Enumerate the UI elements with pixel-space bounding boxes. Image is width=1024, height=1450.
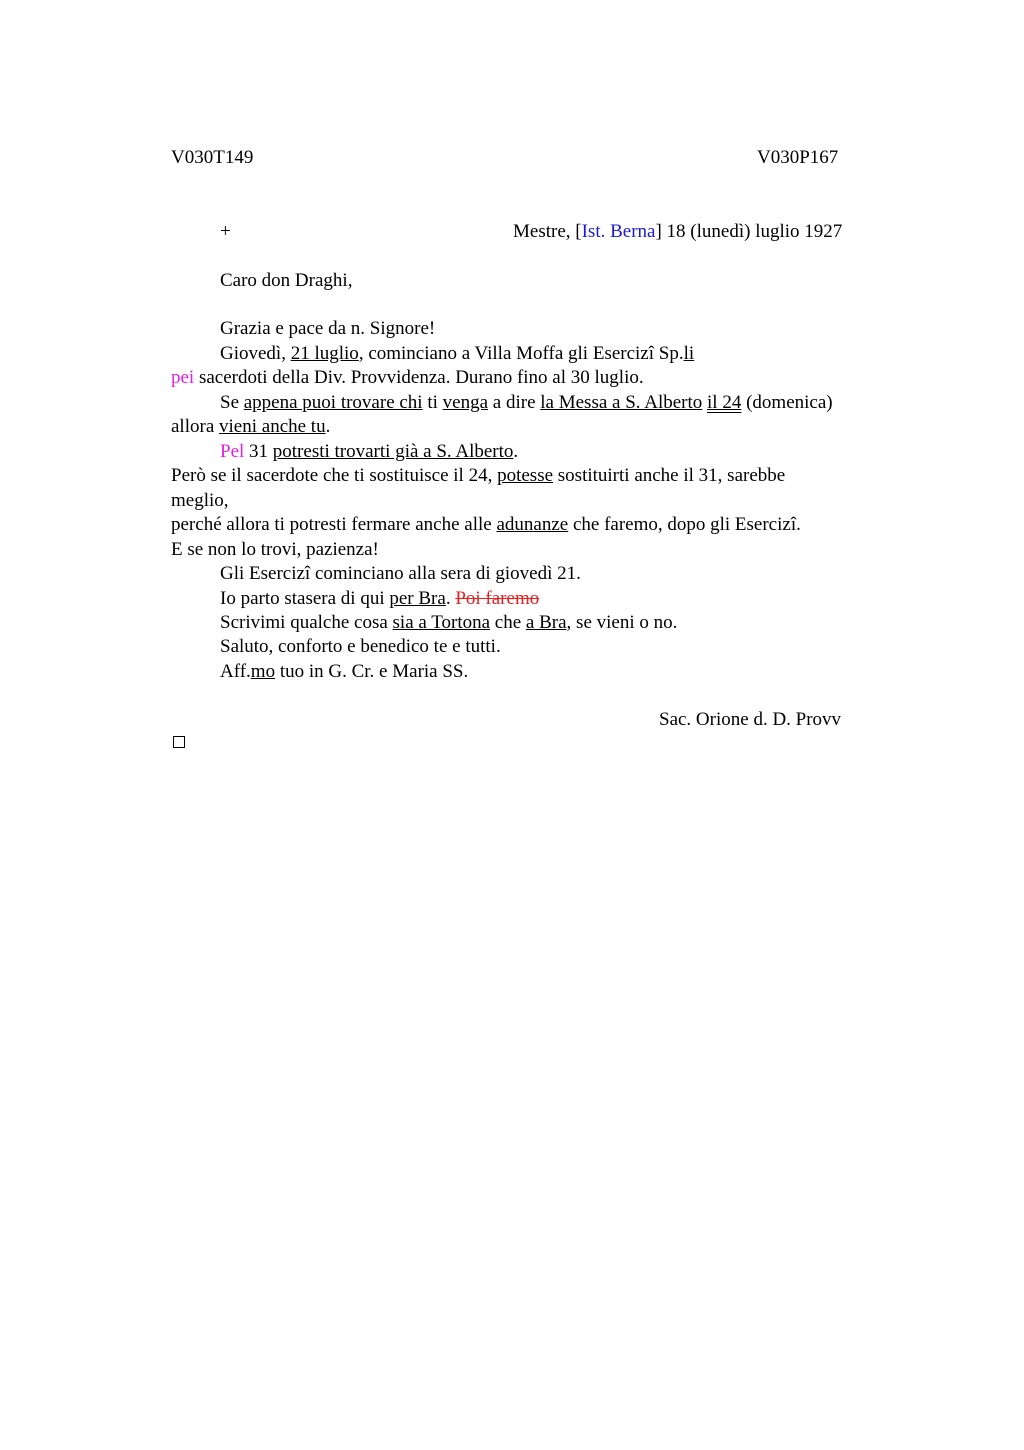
text: allora [171,416,220,437]
closing-line [220,661,468,683]
text: . [513,441,519,462]
body-line-8: meglio, [171,490,229,511]
text: tuo in G. Cr. e Maria SS. [275,661,469,682]
date-line [513,221,842,243]
text: Però se il sacerdote che ti sostituisce il 24, [171,465,498,486]
underlined-text: sia a Tortona [392,612,491,633]
text: , se vieni o no. [566,612,678,633]
body-line-9 [171,514,801,536]
body-line-4 [220,392,833,414]
text: . [445,588,456,609]
cross-symbol: + [220,221,231,242]
editorial-text: Pel [220,441,245,462]
body-line-1: Grazia e pace da n. Signore! [220,318,436,339]
text: Aff. [220,661,251,682]
body-line-7 [171,465,785,487]
body-line-10: E se non lo trovi, pazienza! [171,539,379,560]
text: Se [220,392,244,413]
text: Io parto stasera di qui [220,588,390,609]
body-line-6 [220,441,518,463]
underlined-text: li [683,343,695,364]
deleted-text: Poi faremo [455,588,540,609]
body-line-5 [171,416,330,438]
salutation: Caro don Draghi, [220,270,353,291]
underlined-text: la Messa a S. Alberto [540,392,703,413]
text: a dire [488,392,541,413]
underlined-text: venga [442,392,489,413]
end-marker-box [173,736,185,748]
underlined-text: 21 luglio [290,343,359,364]
underlined-text: per Bra [389,588,446,609]
document-code-right: V030P167 [757,147,839,168]
document-code-left: V030T149 [171,147,254,168]
text: (domenica) [741,392,833,413]
text: che faremo, dopo gli Esercizî. [568,514,801,535]
text: che [490,612,526,633]
text: sostituirti anche il 31, sarebbe [553,465,786,486]
underlined-text: mo [250,661,276,682]
underlined-text: a Bra [525,612,567,633]
underlined-text: vieni anche tu [219,416,326,437]
underlined-text: appena puoi trovare chi [243,392,423,413]
editorial-text: pei [171,367,195,388]
underlined-text: potresti trovarti già a S. Alberto [272,441,514,462]
institute-name: Ist. Berna [581,221,656,242]
text: . [325,416,331,437]
body-line-2 [220,343,694,365]
text: 31 [244,441,273,462]
underlined-text: potesse [497,465,554,486]
place-prefix: Mestre, [ [513,221,582,242]
body-line-14: Saluto, conforto e benedico te e tutti. [220,636,501,657]
text: , cominciano a Villa Moffa gli Esercizî Sp. [358,343,684,364]
place-date: ] 18 (lunedì) luglio 1927 [655,221,843,242]
body-line-11: Gli Esercizî cominciano alla sera di giovedì 21. [220,563,581,584]
double-underlined-text: il 24 [707,392,742,413]
text: perché allora ti potresti fermare anche alle [171,514,497,535]
text: Giovedì, [220,343,291,364]
body-line-3 [171,367,644,389]
text: ti [422,392,443,413]
text: sacerdoti della Div. Provvidenza. Durano fino al 30 luglio. [194,367,644,388]
body-line-13 [220,612,677,634]
underlined-text: adunanze [496,514,569,535]
body-line-12 [220,588,539,610]
text: Scrivimi qualche cosa [220,612,393,633]
signature: Sac. Orione d. D. Provv [659,709,842,730]
